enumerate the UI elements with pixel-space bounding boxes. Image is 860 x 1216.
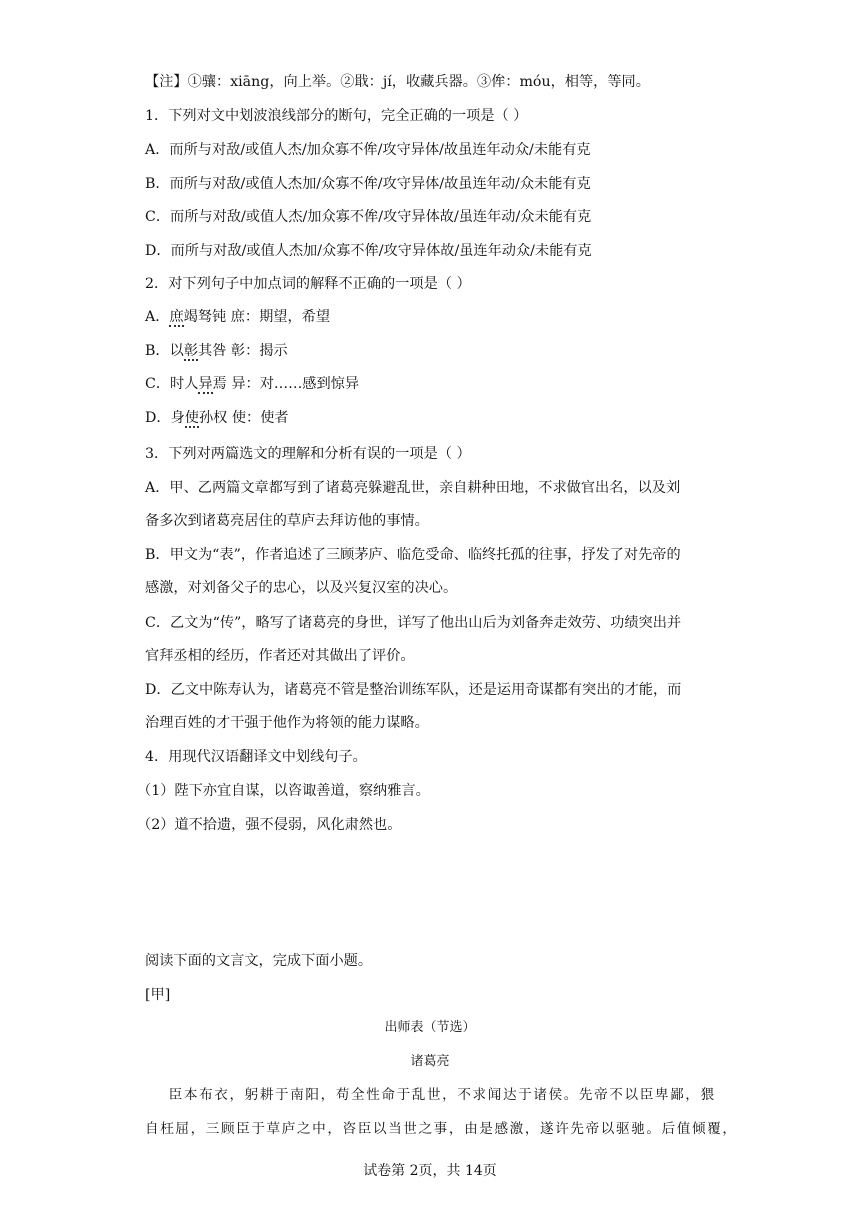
question-3-line: 官拜丞相的经历，作者还对其做出了评价。 <box>145 648 415 664</box>
question-2-option-b: B．以彰其咎 彰：揭示 <box>145 343 288 359</box>
footnote: 【注】①骧：xiāng，向上举。②戢：jí，收藏兵器。③侔：móu，相等，等同。 <box>145 74 650 90</box>
question-1-option-a: A．而所与对敌/或值人杰/加众寡不侔/攻守异体/故虽连年动众/未能有克 <box>145 142 591 158</box>
question-4-stem: 4．用现代汉语翻译文中划线句子。 <box>145 749 367 765</box>
question-1-option-c: C．而所与对敌/或值人杰/加众寡不侔/攻守异体故/虽连年动/众未能有克 <box>145 209 592 225</box>
question-3-line: 备多次到诸葛亮居住的草庐去拜访他的事情。 <box>145 513 429 529</box>
passage-line-2: 自枉屈，三顾臣于草庐之中，咨臣以当世之事，由是感激，遂许先帝以驱驰。后值倾覆， <box>145 1121 738 1137</box>
dotted-word: 庶 <box>169 309 184 325</box>
question-3-line: A．甲、乙两篇文章都写到了诸葛亮躲避乱世，亲自耕种田地，不求做官出名，以及刘 <box>145 480 681 496</box>
passage-label: [甲] <box>145 987 171 1003</box>
dotted-word: 使 <box>184 410 199 426</box>
question-3-line: B．甲文为“表”，作者追述了三顾茅庐、临危受命、临终托孤的往事，抒发了对先帝的 <box>145 547 681 563</box>
question-4-item-1: （1）陛下亦宜自谋，以咨诹善道，察纳雅言。 <box>137 783 430 799</box>
passage-title: 出师表（节选） <box>384 1020 476 1035</box>
question-2-option-c: C．时人异焉 异：对……感到惊异 <box>145 376 360 392</box>
question-2-option-a: A．庶竭驽钝 庶：期望，希望 <box>145 309 331 325</box>
question-3-line: 治理百姓的才干强于他作为将领的能力谋略。 <box>145 715 429 731</box>
dotted-word: 彰 <box>183 343 199 359</box>
question-1-option-d: D．而所与对敌/或值人杰加/众寡不侔/攻守异体故/虽连年动众/未能有克 <box>145 243 592 259</box>
question-3-stem: 3．下列对两篇选文的理解和分析有误的一项是（ ） <box>145 446 471 462</box>
reading-intro: 阅读下面的文言文，完成下面小题。 <box>145 953 373 969</box>
passage-line-1: 臣本布衣，躬耕于南阳，苟全性命于乱世，不求闻达于诸侯。先帝不以臣卑鄙，猥 <box>145 1087 716 1103</box>
question-2-option-d: D．身使孙权 使：使者 <box>145 410 289 426</box>
passage-author: 诸葛亮 <box>410 1054 450 1069</box>
question-1-stem: 1．下列对文中划波浪线部分的断句，完全正确的一项是（ ） <box>145 108 528 124</box>
question-4-item-2: （2）道不拾遗，强不侵弱，风化肃然也。 <box>137 817 402 833</box>
question-3-line: C．乙文为“传”，略写了诸葛亮的身世，详写了他出山后为刘备奔走效劳、功绩突出并 <box>145 615 682 631</box>
question-3-line: 感激，对刘备父子的忠心，以及兴复汉室的决心。 <box>145 580 458 596</box>
question-1-option-b: B．而所与对敌/或值人杰加/众寡不侔/攻守异体/故虽连年动/众未能有克 <box>145 176 591 192</box>
question-2-stem: 2．对下列句子中加点词的解释不正确的一项是（ ） <box>145 276 471 292</box>
dotted-word: 异 <box>198 376 213 392</box>
question-3-line: D．乙文中陈寿认为，诸葛亮不管是整治训练军队，还是运用奇谋都有突出的才能，而 <box>145 682 682 698</box>
page-footer: 试卷第 2页，共 14页 <box>363 1163 497 1179</box>
